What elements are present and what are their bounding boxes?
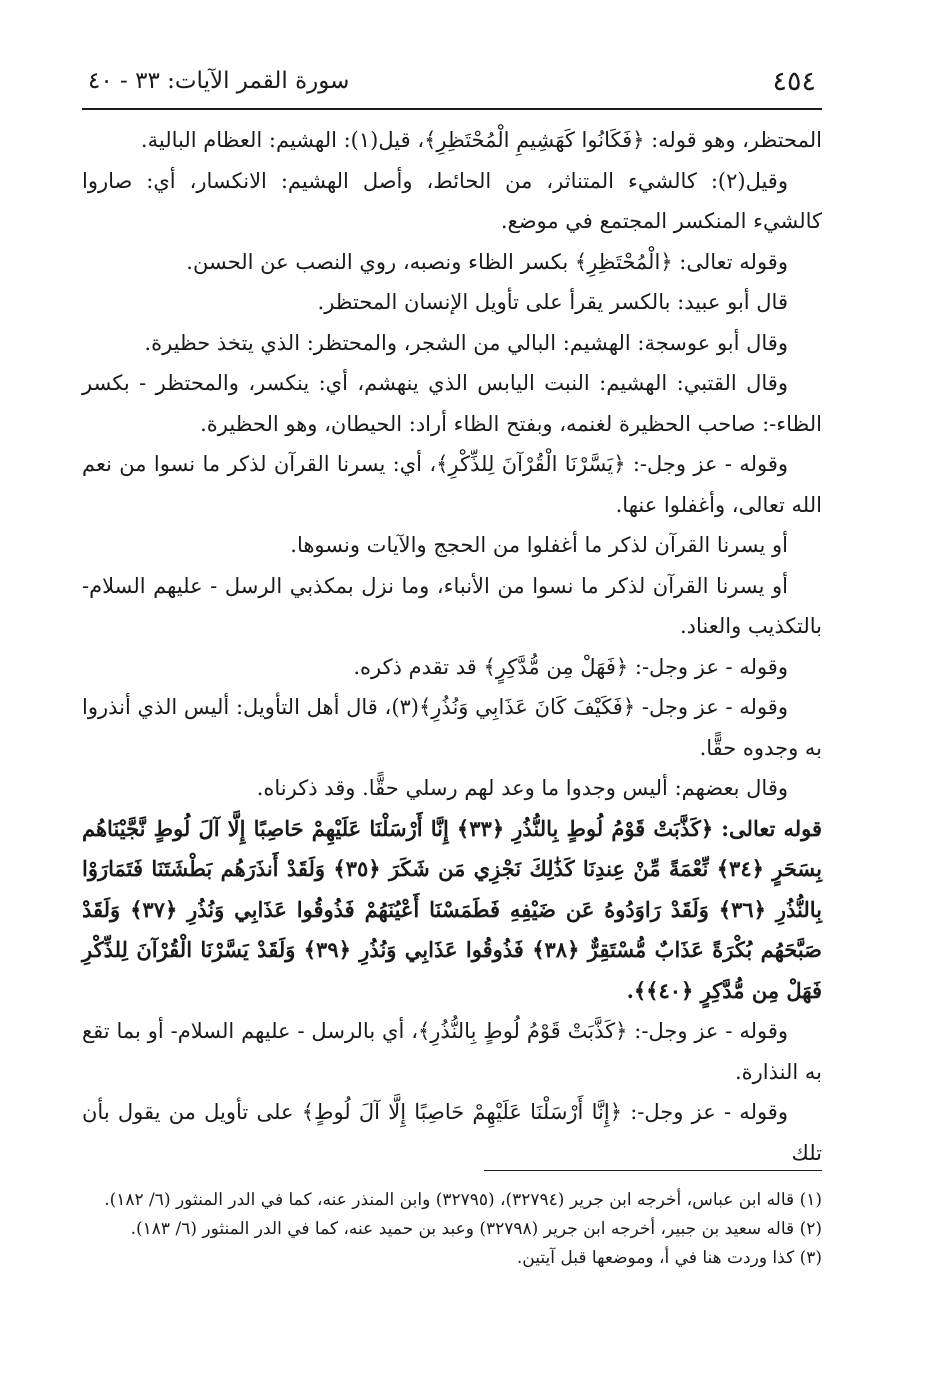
main-text: [82, 120, 822, 1173]
footnote: (٢) قاله سعيد بن جبير، أخرجه ابن جرير (٣٢٧٩٨) وعبد بن حميد عنه، كما في الدر المنثور (٦/ ١٨٣).: [130, 1219, 822, 1239]
paragraph: أو يسرنا القرآن لذكر ما أغفلوا من الحجج والآيات ونسوها.: [290, 533, 788, 557]
paragraph: وقوله - عز وجل-: ﴿فَهَلْ مِن مُّدَّكِرٍ﴾ قد تقدم ذكره.: [353, 654, 788, 679]
page-number: ٤٥٤: [772, 65, 816, 97]
paragraph: وقال بعضهم: أليس وجدوا ما وعد لهم رسلي حقًّا. وقد ذكرناه.: [256, 776, 788, 800]
footnotes: [82, 1186, 822, 1273]
paragraph: وقوله تعالى: ﴿الْمُحْتَظِرِ﴾ بكسر الظاء ونصبه، روي النصب عن الحسن.: [186, 249, 788, 274]
sura-title: سورة القمر الآيات: ٣٣ - ٤٠: [88, 68, 350, 94]
paragraph: وقيل(٢): كالشيء المتناثر، من الحائط، وأصل الهشيم: الانكسار، أي: صاروا كالشيء المنكسر المجتمع في موضع.: [82, 168, 822, 233]
verse-label: قوله تعالى:: [721, 815, 823, 841]
paragraph: أو يسرنا القرآن لذكر ما نسوا من الأنباء، وما نزل بمكذبي الرسل - عليهم السلام- بالتكذيب والعناد.: [82, 573, 822, 638]
paragraph: المحتظر، وهو قوله: ﴿فَكَانُوا كَهَشِيمِ الْمُحْتَظِرِ﴾، قيل(١): الهشيم: العظام البالية.: [140, 128, 822, 152]
footnote-divider: [484, 1170, 822, 1171]
paragraph: وقوله - عز وجل-: ﴿إِنَّا أَرْسَلْنَا عَلَيْهِمْ حَاصِبًا إِلَّا آلَ لُوطٍ﴾ على تأويل من يقول بأن تلك: [82, 1100, 822, 1165]
quran-verse-block: [82, 809, 822, 1012]
paragraph: وقوله - عز وجل-: ﴿يَسَّرْنَا الْقُرْآنَ لِلذِّكْرِ﴾، أي: يسرنا القرآن لذكر ما نسوا من نعم الله تعالى، وأغفلوا عنها.: [82, 452, 822, 517]
paragraph: وقال القتبي: الهشيم: النبت اليابس الذي ينهشم، أي: ينكسر، والمحتظر - بكسر الظاء-: صاحب الحظيرة لغنمه، وبفتح الظاء أراد: الحيطان، وهو الحظيرة.: [82, 371, 822, 436]
footnote: (١) قاله ابن عباس، أخرجه ابن جرير (٣٢٧٩٤)، (٣٢٧٩٥) وابن المنذر عنه، كما في الدر المنثور (٦/ ١٨٢).: [104, 1190, 822, 1210]
running-header: [82, 58, 822, 110]
verse-text: ﴿كَذَّبَتْ قَوْمُ لُوطٍ بِالنُّذُرِ ﴿٣٣﴾ إِنَّا أَرْسَلْنَا عَلَيْهِمْ حَاصِبًا إِلَّا آلَ لُوطٍ نَّجَّيْنَاهُم بِسَحَرٍ ﴿٣٤﴾ نِّعْمَةً مِّنْ عِندِنَا كَذَٰلِكَ نَجْزِي مَن شَكَرَ ﴿٣٥﴾ وَلَقَدْ أَنذَرَهُم بَطْشَتَنَا فَتَمَارَوْا بِالنُّذُرِ ﴿٣٦﴾ وَلَقَدْ رَاوَدُوهُ عَن ضَيْفِهِ فَطَمَسْنَا أَعْيُنَهُمْ فَذُوقُوا عَذَابِي وَنُذُرِ ﴿٣٧﴾ وَلَقَدْ صَبَّحَهُم بُكْرَةً عَذَابٌ مُّسْتَقِرٌّ ﴿٣٨﴾ فَذُوقُوا عَذَابِي وَنُذُرِ ﴿٣٩﴾ وَلَقَدْ يَسَّرْنَا الْقُرْآنَ لِلذِّكْرِ فَهَلْ مِن مُّدَّكِرٍ ﴿٤٠﴾﴾.: [82, 815, 822, 1003]
paragraph: وقوله - عز وجل-: ﴿كَذَّبَتْ قَوْمُ لُوطٍ بِالنُّذُرِ﴾، أي بالرسل - عليهم السلام- أو بما تقع به النذارة.: [82, 1019, 822, 1084]
paragraph: وقوله - عز وجل- ﴿فَكَيْفَ كَانَ عَذَابِي وَنُذُرِ﴾(٣)، قال أهل التأويل: أليس الذي أنذروا به وجدوه حقًّا.: [82, 695, 822, 760]
paragraph: قال أبو عبيد: بالكسر يقرأ على تأويل الإنسان المحتظر.: [317, 290, 788, 314]
footnote: (٣) كذا وردت هنا في أ، وموضعها قبل آيتين.: [516, 1248, 822, 1268]
paragraph: وقال أبو عوسجة: الهشيم: البالي من الشجر، والمحتظر: الذي يتخذ حظيرة.: [144, 330, 788, 355]
